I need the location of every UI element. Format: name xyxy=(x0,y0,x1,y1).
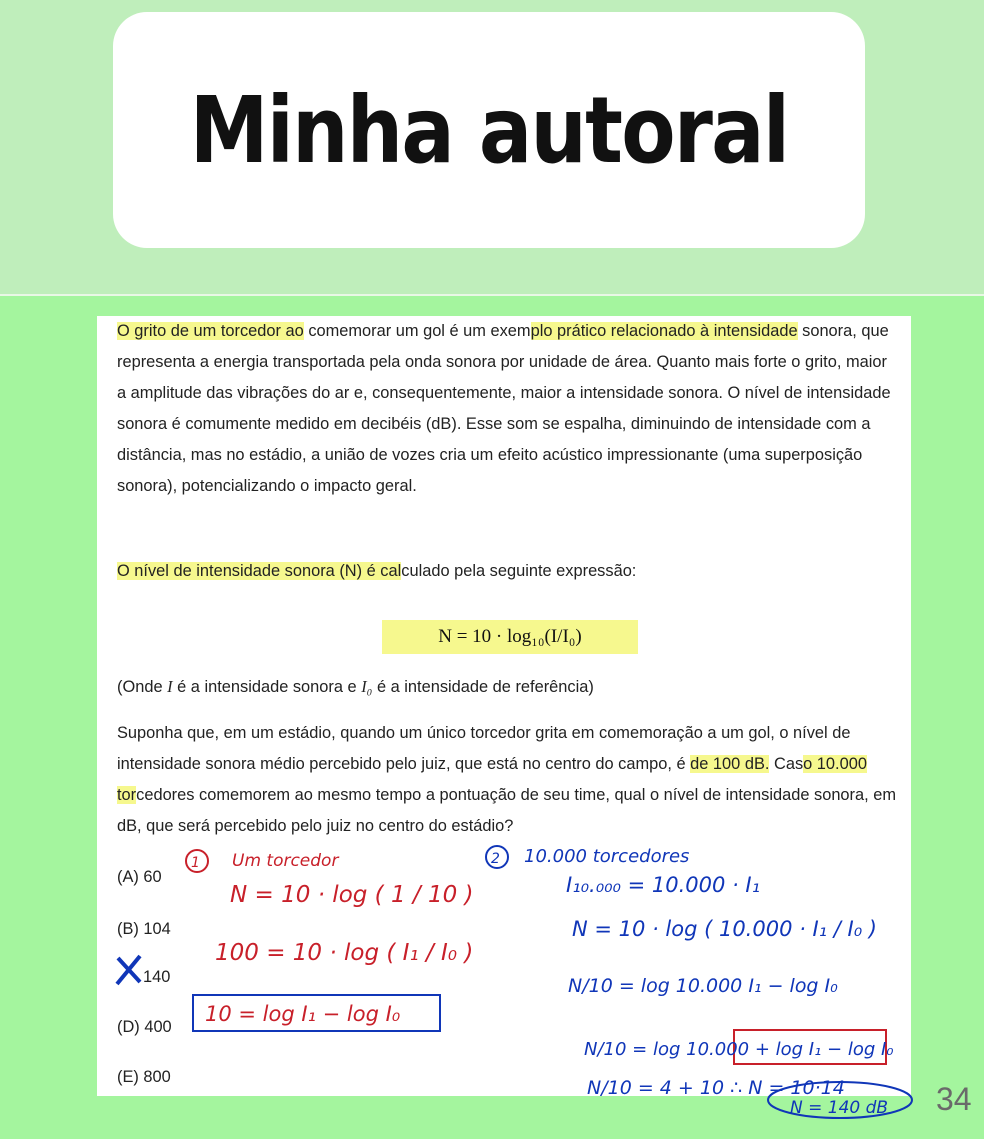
blue-line-6: N = 140 dB xyxy=(790,1098,889,1118)
question-paragraph: Suponha que, em um estádio, quando um único torcedor grita em comemoração a um gol, o nível de intensidade sonora médio percebido pelo juiz, que está no centro do campo, é de 100 dB. Caso 10.000 torcedores comemorem ao mesmo tempo a pontuação de seu time, qual o nível de intensidade sonora, em dB, que será percebido pelo juiz no centro do estádio? xyxy=(117,724,897,835)
highlight: O grito de um torcedor ao xyxy=(117,322,304,340)
red-line-1: N = 10 · log ( 1 / 10 ) xyxy=(230,882,474,908)
option-c: 140 xyxy=(143,968,171,986)
step-two-marker: 2 xyxy=(491,851,500,867)
blue-line-2: N = 10 · log ( 10.000 · I₁ / I₀ ) xyxy=(572,917,877,941)
blue-line-5: N/10 = 4 + 10 ∴ N = 10·14 xyxy=(587,1077,845,1099)
formula-note: (Onde I é a intensidade sonora e I₀ é a intensidade de referência) xyxy=(117,677,594,696)
highlight: o 10.000 tor xyxy=(117,755,867,804)
page-number: 34 xyxy=(936,1081,972,1117)
blue-line-1: I₁₀.₀₀₀ = 10.000 · I₁ xyxy=(566,873,761,897)
option-d: (D) 400 xyxy=(117,1018,172,1036)
blue-heading: 10.000 torcedores xyxy=(524,846,690,867)
cross-mark xyxy=(117,956,140,984)
step-one-marker: 1 xyxy=(191,855,200,871)
option-e: (E) 800 xyxy=(117,1068,171,1086)
intro-paragraph: O grito de um torcedor ao comemorar um gol é um exemplo prático relacionado à intensidade sonora, que representa a energia transportada pela onda sonora por unidade de área. Quanto mais forte o grito, maior a amplitude das vibrações do ar e, consequentemente, maior a intensidade sonora. O nível de intensidade sonora é comumente medido em decibéis (dB). Esse som se espalha, diminuindo de intensidade com a distância, mas no estádio, a união de vozes cria um efeito acústico impressionante (uma superposição sonora), potencializando o impacto geral. xyxy=(117,322,891,495)
page-title: Minha autoral xyxy=(189,76,789,184)
formula-intro: O nível de intensidade sonora (N) é calculado pela seguinte expressão: xyxy=(117,562,637,580)
highlight: O nível de intensidade sonora (N) é cal xyxy=(117,562,402,580)
blue-line-4: N/10 = log 10.000 + log I₁ − log I₀ xyxy=(584,1039,894,1060)
highlight: plo prático relacionado à intensidade xyxy=(530,322,798,340)
red-line-2: 100 = 10 · log ( I₁ / I₀ ) xyxy=(215,940,474,966)
option-a: (A) 60 xyxy=(117,868,162,886)
option-b: (B) 104 xyxy=(117,920,171,938)
blue-line-3: N/10 = log 10.000 I₁ − log I₀ xyxy=(568,975,838,997)
highlight: de 100 dB. xyxy=(690,755,770,773)
red-line-3: 10 = log I₁ − log I₀ xyxy=(205,1002,401,1026)
red-heading: Um torcedor xyxy=(232,851,339,871)
formula: N = 10 · log₁₀(I/I₀) xyxy=(382,620,638,654)
